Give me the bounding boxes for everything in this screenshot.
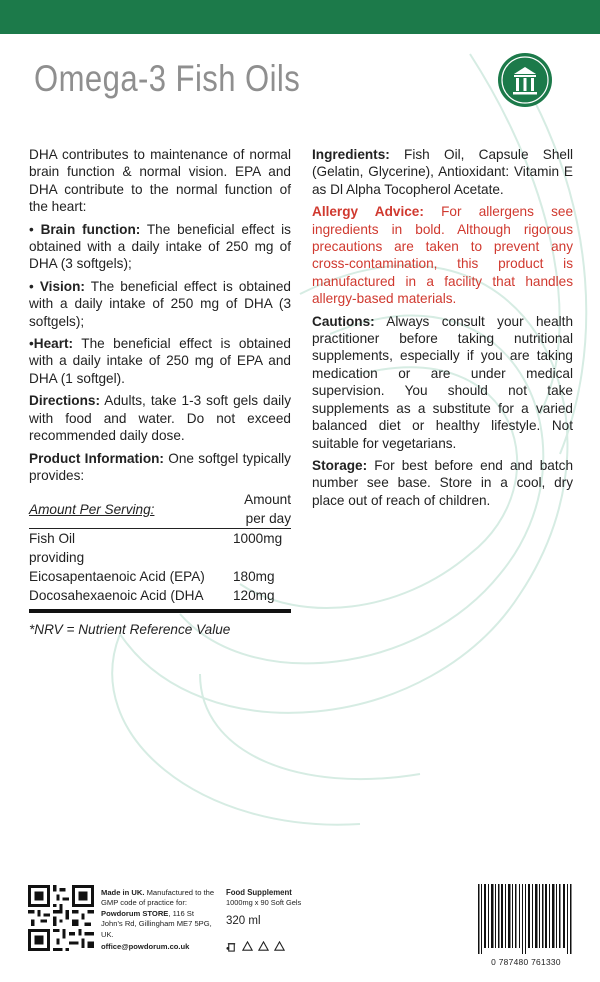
directions-label: Directions: (29, 393, 101, 409)
table-row (29, 586, 291, 605)
allergy-text: For allergens see ingredients in bold. Although rigorous precautions are taken to prevent any cross-contamination, this product is manufactured in a facility that handles allergy-based materials. (312, 204, 573, 307)
storage-text: For best before end and batch number see base. Store in a cool, dry place out of reach of children. (312, 457, 573, 508)
barcode-icon (476, 884, 574, 954)
recycle-icon (258, 941, 269, 952)
top-brand-bar (0, 0, 600, 34)
volume-label: 320 ml (226, 915, 261, 927)
nutrient-name: Eicosapentaenoic Acid (EPA) (29, 569, 205, 585)
benefit-label: Brain function: (40, 221, 141, 237)
nutrition-table (29, 490, 291, 605)
table-bottom-rule (29, 609, 291, 613)
made-text: Manufactured to the GMP code of practice for: (101, 888, 215, 908)
company-name: Powdorum STORE (101, 908, 169, 918)
left-column (29, 146, 291, 639)
nrv-note: *NRV = Nutrient Reference Value (29, 622, 231, 638)
table-row (29, 529, 291, 549)
directions-paragraph (29, 392, 291, 444)
directions-text: Adults, take 1-3 soft gels daily with food and water. Do not exceed recommended daily dose. (29, 393, 291, 444)
ingredients-paragraph (312, 146, 573, 198)
allergy-paragraph (312, 203, 573, 307)
product-info-label: Product Information: (29, 450, 164, 466)
company-address: , 116 St John's Rd, Gillingham ME7 5PG, UK. (101, 908, 212, 939)
storage-label: Storage: (312, 457, 368, 473)
made-in-label: Made in UK. (101, 888, 145, 897)
recycle-icon (274, 941, 285, 952)
supplement-subtitle: 1000mg x 90 Soft Gels (226, 898, 302, 907)
nutrient-amount: 120mg (233, 588, 275, 604)
cautions-label: Cautions: (312, 313, 375, 329)
bullet: • (29, 278, 40, 294)
product-info-paragraph (29, 450, 291, 485)
nutrient-name: providing (29, 550, 85, 566)
intro-paragraph: DHA contributes to maintenance of normal brain function & normal vision. EPA and DHA contribute to the normal function of the heart: (29, 147, 291, 215)
ingredients-text: Fish Oil, Capsule Shell (Gelatin, Glycerine), Antioxidant: Vitamin E as Dl Alpha Tocopherol Acetate. (312, 147, 573, 197)
benefit-label: Heart: (33, 336, 74, 352)
nutrient-amount: 180mg (233, 569, 275, 585)
table-row (29, 548, 291, 567)
benefit-text: The beneficial effect is obtained with a daily intake of 250 mg of EPA and DHA (1 softgel). (29, 336, 291, 386)
table-row (29, 567, 291, 586)
bullet: • (29, 221, 41, 237)
product-info-text: One softgel typically provides: (29, 450, 291, 483)
benefit-text: The beneficial effect is obtained with a daily intake of 250 mg of DHA (3 softgels); (29, 221, 291, 272)
allergy-label: Allergy Advice: (312, 204, 424, 220)
right-column (312, 146, 573, 514)
manufacturer-info (101, 888, 216, 940)
recycle-icon (242, 941, 253, 952)
product-title: Omega-3 Fish Oils (34, 58, 301, 99)
brand-logo-icon (497, 52, 553, 108)
supplement-info (226, 888, 336, 927)
nutrient-amount (229, 548, 291, 567)
header-amount-per-day: Amount per day (229, 490, 291, 529)
bullet: • (29, 336, 34, 352)
qr-code-icon (28, 885, 94, 951)
ingredients-label: Ingredients: (312, 147, 390, 162)
benefit-heart (29, 335, 291, 387)
header-amount-per-serving: Amount Per Serving: (29, 490, 229, 529)
nutrient-name: Fish Oil (29, 531, 76, 547)
table-header-row (29, 490, 291, 529)
nutrient-name: Docosahexaenoic Acid (DHA (29, 588, 204, 604)
recycling-symbols (226, 941, 285, 952)
barcode-number: 0 787480 761330 (491, 957, 561, 967)
benefit-brain (29, 221, 291, 273)
benefit-label: Vision: (39, 278, 85, 294)
supplement-title: Food Supplement (226, 888, 292, 897)
benefit-text: The beneficial effect is obtained with a daily intake of 250 mg of DHA (3 softgels); (29, 278, 291, 329)
label-footer (0, 880, 600, 982)
nutrient-amount: 1000mg (233, 531, 283, 547)
bin-icon (226, 941, 237, 952)
cautions-paragraph (312, 313, 573, 452)
cautions-text: Always consult your health practitioner before taking nutritional supplements, especially if you are taking medication or are under medical supervision. You should not take supplements as a substitute for a varied balanced diet or healthy lifestyle. Not suitable for vegetarians. (312, 313, 573, 451)
benefit-vision (29, 278, 291, 330)
storage-paragraph (312, 457, 573, 509)
contact-email[interactable]: office@powdorum.co.uk (101, 942, 190, 951)
